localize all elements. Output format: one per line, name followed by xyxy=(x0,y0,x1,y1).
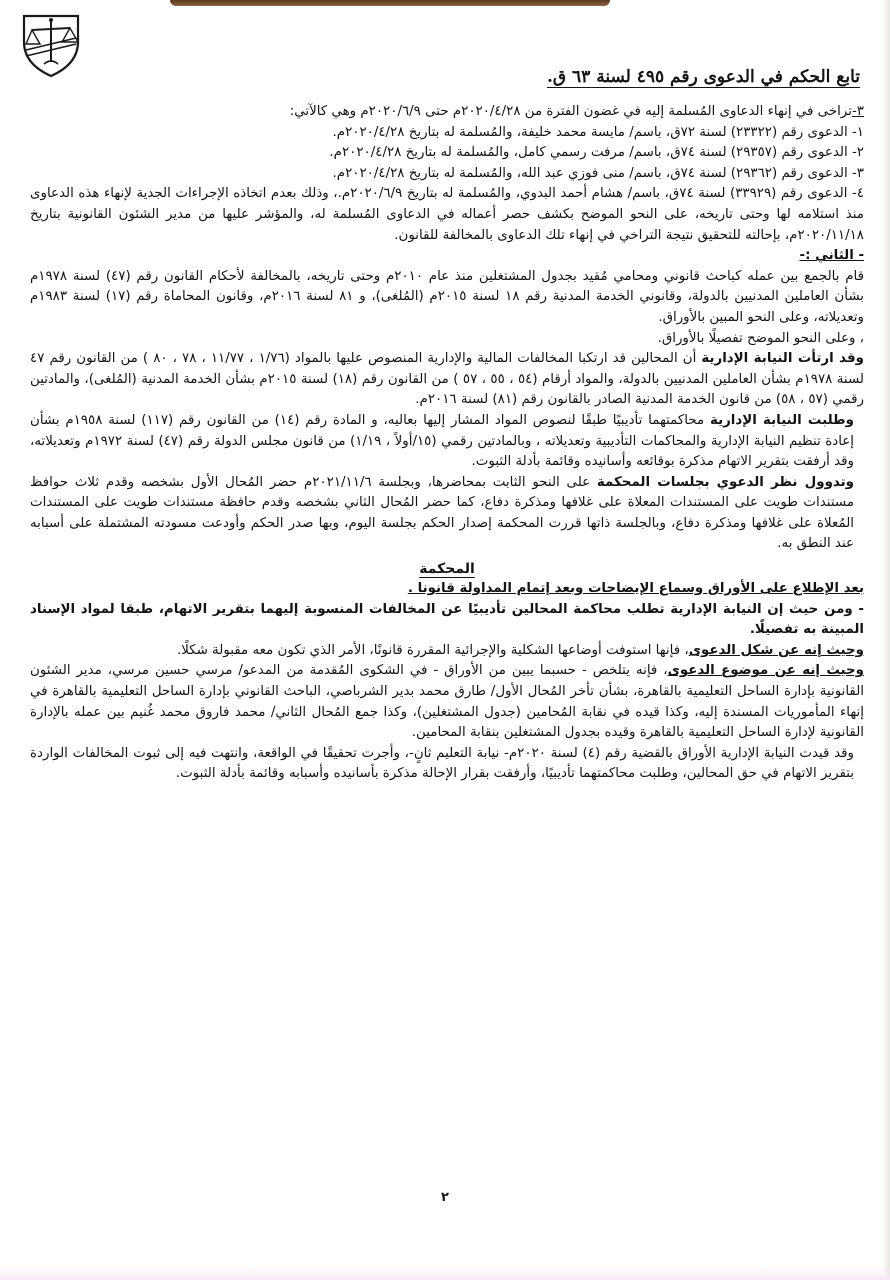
case-item: ٤- الدعوى رقم (٣٣٩٢٩) لسنة ٧٤ق، باسم/ هشام أحمد البدوي، والمُسلمة له بتاريخ ٢٠٢٠/٦/٩م.، وذلك بعدم اتخاذه الإجراءات الجدية لإنهاء هذه الدعاوى منذ استلامه لها وحتى تاريخه، على النحو الموضح بكشف حصر أعماله في الدعاوى المُسلمة له، والمؤشر عليها من مدير الشئون القانونية بتاريخ ٢٠٢٠/١١/١٨م، بإحالته للتحقيق نتيجة التراخي في إنهاء تلك الدعاوى بالمخالفة للقانون. xyxy=(30,186,865,243)
court-paragraph-2: وحيث إنه عن شكل الدعوى، فإنها استوفت أوضاعها الشكلية والإجرائية المقررة قانونًا، الأمر الذي تكون معه مقبولة شكلًا. xyxy=(176,642,864,658)
page-number: ٢ xyxy=(441,1190,449,1205)
second-defendant-section xyxy=(30,246,864,349)
court-paragraph-3: وحيث إنه عن موضوع الدعوى، فإنه يتلخص - حسبما يبين من الأوراق - في الشكوى المُقدمة من المدعو/ مرسي حسين مرسي، مدير الشئون القانونية بإدارة الساحل التعليمية بالقاهرة، بشأن تأخر المُحال الأول/ طارق محمد بدير الشرباصي، الباحث القانوني بإدارة الساحل التعليمية بالقاهرة في إنهاء المأموريات المسندة إليه، وكذا قيده في نقابة المُحامين (جدول المشتغلين)، وكذا جمع المُحال الثاني/ محمد فاروق محمد غُنيم بين عمله بالإدارة القانونية لإدارة الساحل التعليمية بالقاهرة وقيده بجدول المشتغلين بنقابة المحامين. xyxy=(30,663,864,741)
case-item: ١- الدعوى رقم (٢٣٣٢٢) لسنة ٧٢ق، باسم/ مايسة محمد خليفة، والمُسلمة له بتاريخ ٢٠٢٠/٤/٢٨م. xyxy=(332,124,864,140)
document-page xyxy=(30,62,864,785)
case-list xyxy=(30,123,864,185)
section-3-intro: ٣-تراخى في إنهاء الدعاوى المُسلمة إليه في غضون الفترة من ٢٠٢٠/٤/٢٨م حتى ٢٠٢٠/٦/٩م وهي كالآتي: xyxy=(289,104,864,119)
photo-right-shadow xyxy=(882,0,890,1280)
case-item: ٣- الدعوى رقم (٢٩٣٦٢) لسنة ٧٤ق، باسم/ منى فوزي عبد الله، والمُسلمة له بتاريخ ٢٠٢٠/٤/٢٨م. xyxy=(332,165,864,181)
second-paragraph: قام بالجمع بين عمله كباحث قانوني ومحامي مُقيد بجدول المشتغلين منذ عام ٢٠١٠م وحتى تاريخه، بالمخالفة لأحكام القانون رقم (٤٧) لسنة ١٩٧٨م بشأن العاملين المدنيين بالدولة، وقانوني الخدمة المدنية رقم ١٨ لسنة ٢٠١٥م (المُلغى)، و ٨١ لسنة ٢٠١٦م، وقانون المحاماة رقم (١٧) لسنة ١٩٨٣م وتعديلاته، وعلى النحو المبين بالأوراق. xyxy=(30,268,864,325)
prosecution-paragraph-2: وطلبت النيابة الإدارية محاكمتهما تأديبيًا طبقًا لنصوص المواد المشار إليها بعاليه، و المادة رقم (١٤) من القانون رقم (١١٧) لسنة ١٩٥٨م بشأن إعادة تنظيم النيابة الإدارية والمحاكمات التأديبية وتعديلاته ، وبالمادتين رقمي (١٥/أولاً ، ١/١٩) من قانون مجلس الدولة رقم (٤٧) لسنة ١٩٧٢م وتعديلاته، وقد أرفقت بتقرير الاتهام مذكرة بوقائعه وأسانيده وقائمة بأدلة الثبوت. xyxy=(30,412,854,470)
page-title: تابع الحكم في الدعوى رقم ٤٩٥ لسنة ٦٣ ق. xyxy=(546,67,860,87)
court-heading: المحكمة xyxy=(419,561,475,578)
section-3 xyxy=(30,102,864,246)
court-paragraph-4: وقد قيدت النيابة الإدارية الأوراق بالقضية رقم (٤) لسنة ٢٠٢٠م- نيابة التعليم ثانٍ-، وأجرت تحقيقًا في الواقعة، وانتهت فيه إلى ثبوت المخالفات الواردة بتقرير الاتهام في حق المحالين، وطلبت محاكمتهما تأديبيًا، وأرفقت بقرار الإحالة مذكرة بأسانيده وأسبابه وقائمة بأدلة الثبوت. xyxy=(30,745,855,782)
prosecution-paragraph-3: وتدوول نظر الدعوي بجلسات المحكمة على النحو الثابت بمحاضرها، وبجلسة ٢٠٢١/١١/٦م حضر المُحال الأول بشخصه وقدم ثلاث حوافظ مستندات طويت على المستندات المعلاة على غلافها ومذكرة دفاع، كما حضر المُحال الثاني بشخصه وقدم حافظة مستندات طويت على المستندات المُعلاة على غلافها ومذكرة دفاع، وبالجلسة ذاتها قررت المحكمة إصدار الحكم بجلسة اليوم، وبها صدر الحكم وأودعت مسودته المشتملة على أسبابه عند النطق به. xyxy=(30,474,854,552)
second-note: ، وعلى النحو الموضح تفصيلًا بالأوراق. xyxy=(657,330,864,346)
court-section xyxy=(30,561,864,785)
court-paragraph-1: - ومن حيث إن النيابة الإدارية تطلب محاكمة المحالين تأديبيًا عن المخالفات المنسوبة إليهما بتقرير الاتهام، طبقا لمواد الإسناد المبينة به تفصيلًا. xyxy=(30,601,864,638)
prosecution-section xyxy=(30,349,864,555)
second-heading: - الثاني :- xyxy=(799,248,864,264)
photo-bottom-edge xyxy=(0,1266,890,1280)
court-preamble: بعد الإطلاع على الأوراق وسماع الإيضاحات وبعد إتمام المداولة قانونا . xyxy=(407,581,864,597)
case-item: ٢- الدعوى رقم (٢٩٣٥٧) لسنة ٧٤ق، باسم/ مرفت رسمي كامل، والمُسلمة له بتاريخ ٢٠٢٠/٤/٢٨م. xyxy=(329,145,864,161)
prosecution-paragraph-1: وقد ارتأت النيابة الإدارية أن المحالين قد ارتكبا المخالفات المالية والإدارية المنصوص عليها بالمواد (١/٧٦ ، ١١/٧٧ ، ٧٨ ، ٨٠ ) من القانون رقم ٤٧ لسنة ١٩٧٨م بشأن العاملين المدنيين بالدولة، والمواد أرقام (٥٤ ، ٥٥ ، ٥٧ ) من القانون رقم (١٨) لسنة ٢٠١٥م بشأن الخدمة المدنية (المُلغى)، والمادتين رقمي (٥٧ ، ٥٨) من قانون الخدمة المدنية الصادر بالقانون رقم (٨١) لسنة ٢٠١٦م. xyxy=(30,351,864,408)
photo-top-edge xyxy=(170,0,610,6)
